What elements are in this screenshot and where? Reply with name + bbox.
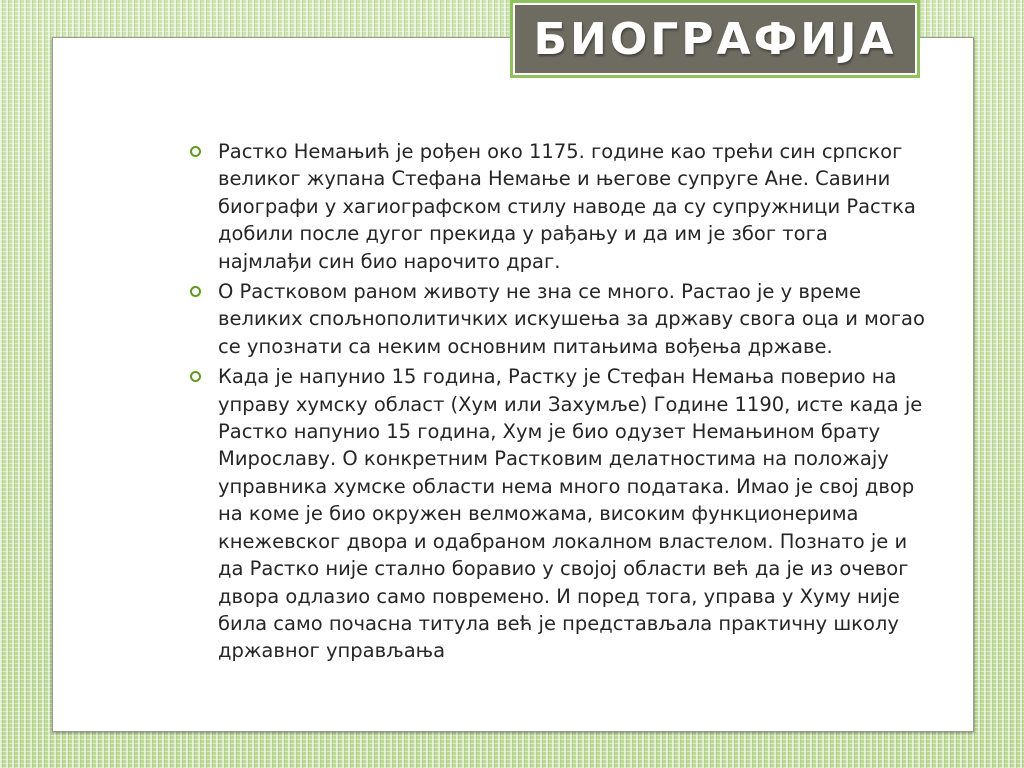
page-title: БИОГРАФИЈА (533, 13, 897, 65)
circle-bullet-icon (190, 146, 201, 157)
list-item (188, 363, 928, 664)
bullet-list (188, 138, 928, 668)
title-plate (513, 3, 917, 75)
list-item (188, 138, 928, 275)
title-banner (510, 0, 920, 78)
bullet-text: О Растковом раном животу не зна се много. Растао је у време великих спољнополитичких искушења за државу свога оца и могао се упознати са неким основним питањима вођења државе. (218, 280, 925, 358)
list-item (188, 278, 928, 360)
bullet-text: Растко Немањић је рођен око 1175. године као трећи син српског великог жупана Стефана Немање и његове супруге Ане. Савини биографи у хагиографском стилу наводе да су супружници Растка добили после дугог прекида у рађању и да им је због тога најмлађи син био нарочито драг. (218, 140, 916, 273)
circle-bullet-icon (190, 286, 201, 297)
circle-bullet-icon (190, 371, 201, 382)
bullet-text: Када је напунио 15 година, Растку је Стефан Немања поверио на управу хумску област (Хум или Захумље) Године 1190, исте када је Растко напунио 15 година, Хум је био одузет Немањином брату Мирославу. О конкретним Растковим делатностима на положају управника хумске области нема много података. Имао је свој двор на коме је био окружен велможама, високим функционерима кнежевског двора и одабраном локалном властелом. Познато је и да Растко није стално боравио у својој области већ да је из очевог двора одлазио само повремено. И поред тога, управа у Хуму није била само почасна титула већ је представљала практичну школу државног управљања (218, 365, 923, 663)
content-panel (52, 37, 974, 732)
